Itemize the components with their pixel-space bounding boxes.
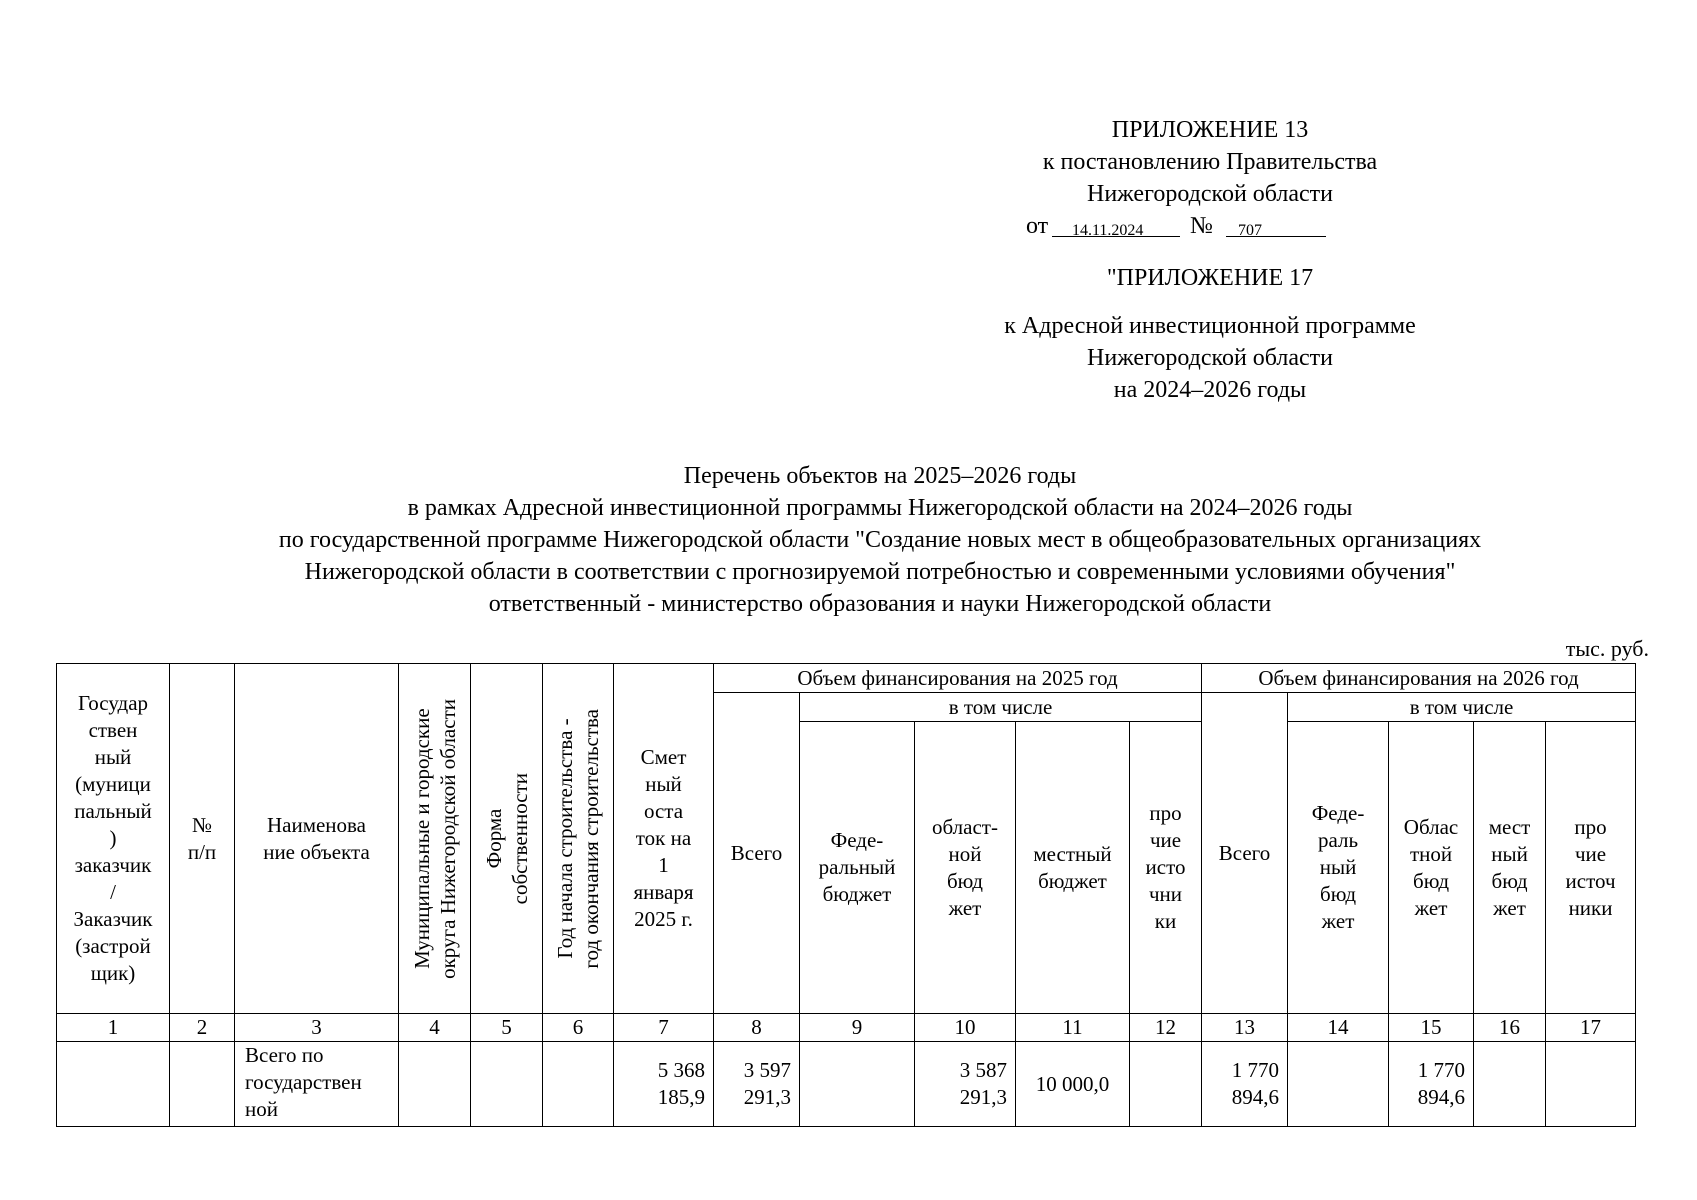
header-municipal: Муниципальные и городские округа Нижегородской области — [409, 698, 460, 979]
title-line-3: по государственной программе Нижегородской области "Создание новых мест в общеобразовательных организациях — [278, 527, 1482, 553]
title-line-1: Перечень объектов на 2025–2026 годы — [683, 463, 1077, 489]
estimate-balance-cell: 5 368 185,9 — [614, 1042, 714, 1127]
header-including-2026: в том числе — [1288, 693, 1636, 722]
header-municipal-cell — [399, 664, 471, 1014]
appendix-17-heading: "ПРИЛОЖЕНИЕ 17 — [1106, 265, 1314, 291]
column-number: 12 — [1130, 1014, 1202, 1042]
objects-table — [56, 663, 1636, 1127]
appendix-13-block — [980, 114, 1440, 242]
column-number: 5 — [471, 1014, 543, 1042]
column-number: 13 — [1202, 1014, 1288, 1042]
column-number: 11 — [1016, 1014, 1130, 1042]
local-2026-cell — [1474, 1042, 1546, 1127]
title-line-4: Нижегородской области в соответствии с прогнозируемой потребностью и современными условиями обучения" — [304, 559, 1456, 585]
table-row — [57, 1042, 1636, 1127]
header-other-2025: про чие исто чни ки — [1130, 722, 1202, 1014]
column-number: 4 — [399, 1014, 471, 1042]
column-number: 8 — [714, 1014, 800, 1042]
appendix-13-line2: к постановлению Правительства — [1042, 149, 1378, 175]
column-number: 6 — [543, 1014, 614, 1042]
header-total-2025: Всего — [714, 693, 800, 1014]
column-number: 10 — [915, 1014, 1016, 1042]
header-including-2025: в том числе — [800, 693, 1202, 722]
column-number: 9 — [800, 1014, 915, 1042]
header-customer: Государ ствен ный (муници пальный ) заказчик / Заказчик (застрой щик) — [57, 664, 170, 1014]
header-local-2026: мест ный бюд жет — [1474, 722, 1546, 1014]
header-financing-2025: Объем финансирования на 2025 год — [714, 664, 1202, 693]
column-number-row — [57, 1014, 1636, 1042]
units-label: тыс. руб. — [1565, 636, 1649, 661]
appendix-13-heading: ПРИЛОЖЕНИЕ 13 — [1111, 117, 1309, 143]
appendix-17-block — [960, 262, 1460, 406]
resolution-number: 707 — [1238, 222, 1262, 239]
customer-cell — [57, 1042, 170, 1127]
column-number: 14 — [1288, 1014, 1389, 1042]
column-number: 3 — [235, 1014, 399, 1042]
regional-2026-cell: 1 770 894,6 — [1389, 1042, 1474, 1127]
title-line-2: в рамках Адресной инвестиционной программы Нижегородской области на 2024–2026 годы — [407, 495, 1353, 521]
column-number: 2 — [170, 1014, 235, 1042]
column-number: 16 — [1474, 1014, 1546, 1042]
municipal-cell — [399, 1042, 471, 1127]
total-2026-cell: 1 770 894,6 — [1202, 1042, 1288, 1127]
header-ownership: Форма собственности — [481, 772, 532, 905]
column-number: 1 — [57, 1014, 170, 1042]
header-local-2025: местный бюджет — [1016, 722, 1130, 1014]
document-title — [100, 460, 1660, 620]
other-2025-cell — [1130, 1042, 1202, 1127]
years-cell — [543, 1042, 614, 1127]
header-estimate-balance: Смет ный оста ток на 1 января 2025 г. — [614, 664, 714, 1014]
title-line-5: ответственный - министерство образования и науки Нижегородской области — [488, 591, 1272, 617]
appendix-17-line3: Нижегородской области — [1086, 345, 1334, 371]
resolution-date-line — [980, 210, 1440, 242]
header-federal-2026: Феде- раль ный бюд жет — [1288, 722, 1389, 1014]
header-object-name: Наименова ние объекта — [235, 664, 399, 1014]
header-regional-2025: област- ной бюд жет — [915, 722, 1016, 1014]
column-number: 15 — [1389, 1014, 1474, 1042]
appendix-13-line3: Нижегородской области — [1086, 181, 1334, 207]
header-financing-2026: Объем финансирования на 2026 год — [1202, 664, 1636, 693]
appendix-17-line4: на 2024–2026 годы — [1113, 377, 1307, 403]
header-row-1 — [57, 664, 1636, 693]
header-regional-2026: Облас тной бюд жет — [1389, 722, 1474, 1014]
header-federal-2025: Феде- ральный бюджет — [800, 722, 915, 1014]
header-years-cell — [543, 664, 614, 1014]
other-2026-cell — [1546, 1042, 1636, 1127]
header-other-2026: про чие источ ники — [1546, 722, 1636, 1014]
federal-2026-cell — [1288, 1042, 1389, 1127]
header-ownership-cell — [471, 664, 543, 1014]
date-prefix: от — [1026, 213, 1049, 239]
regional-2025-cell: 3 587 291,3 — [915, 1042, 1016, 1127]
number-sign: № — [1190, 213, 1213, 239]
number-cell — [170, 1042, 235, 1127]
resolution-date: 14.11.2024 — [1072, 222, 1144, 239]
object-name-cell: Всего по государствен ной — [235, 1042, 399, 1127]
column-number: 7 — [614, 1014, 714, 1042]
total-2025-cell: 3 597 291,3 — [714, 1042, 800, 1127]
column-number: 17 — [1546, 1014, 1636, 1042]
header-total-2026: Всего — [1202, 693, 1288, 1014]
federal-2025-cell — [800, 1042, 915, 1127]
header-number: № п/п — [170, 664, 235, 1014]
appendix-17-line2: к Адресной инвестиционной программе — [1004, 313, 1416, 339]
local-2025-cell: 10 000,0 — [1016, 1042, 1130, 1127]
ownership-cell — [471, 1042, 543, 1127]
header-construction-years: Год начала строительства - год окончания строительства — [553, 708, 603, 969]
